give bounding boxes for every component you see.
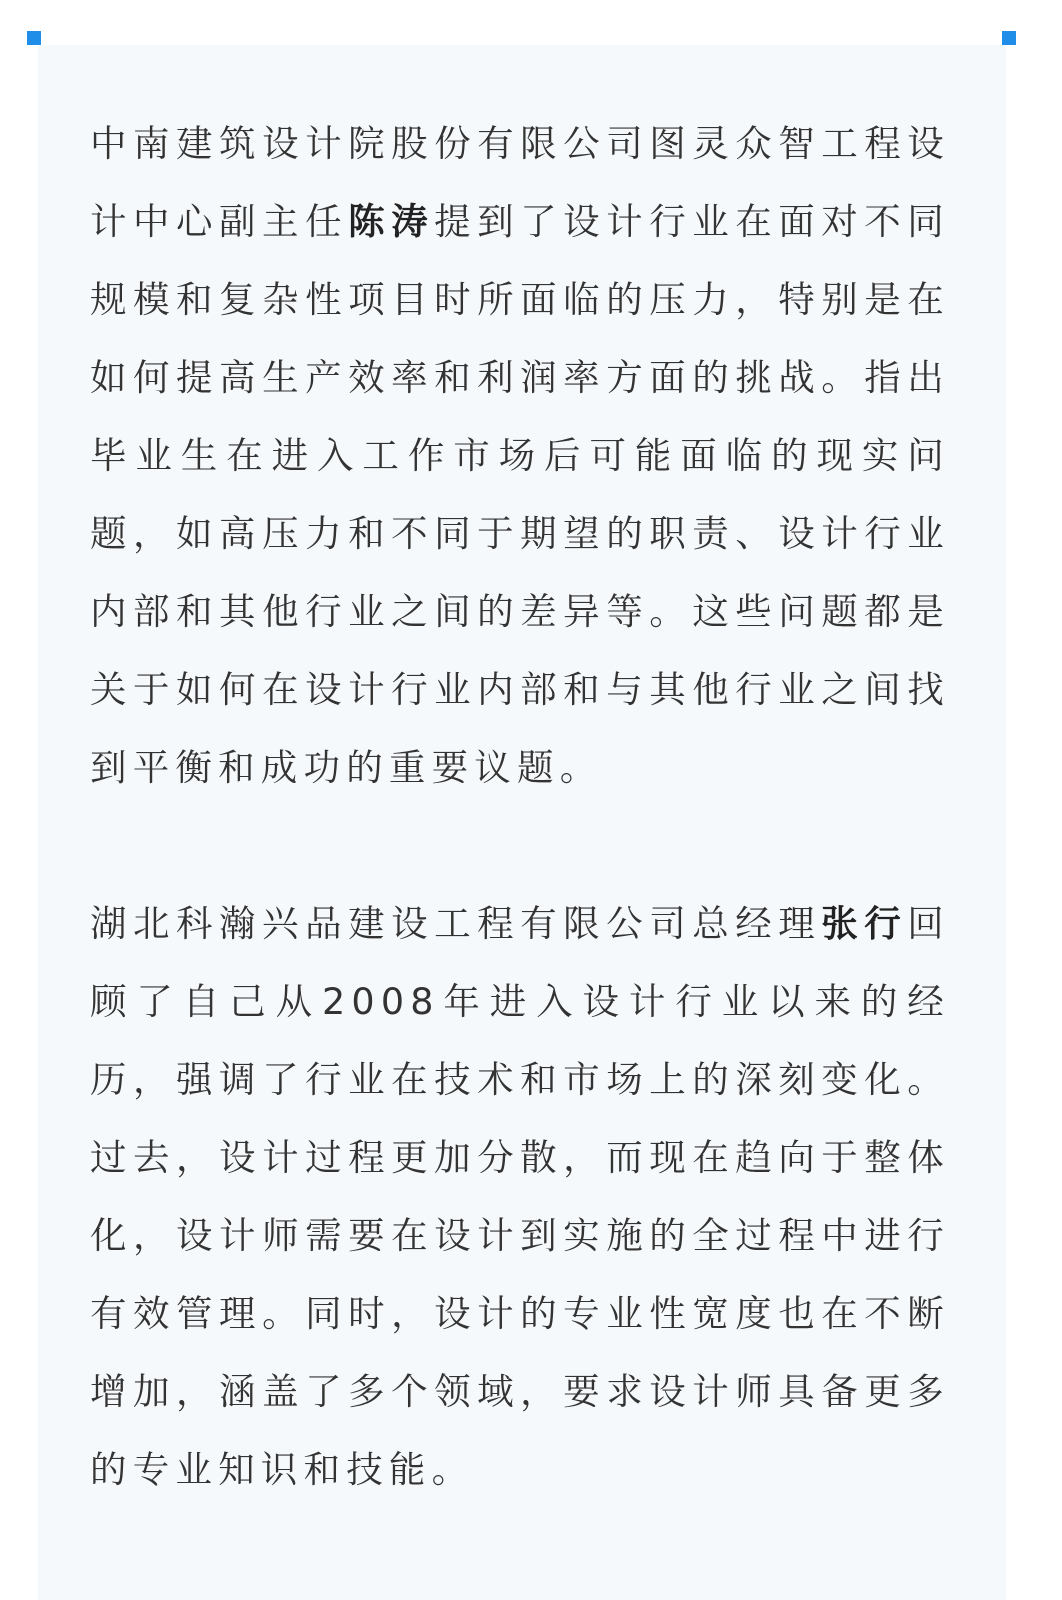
person-name-chen-tao: 陈涛	[348, 200, 435, 243]
person-name-zhang-xing: 张行	[821, 902, 908, 945]
corner-marker-left	[27, 31, 41, 45]
paragraph-text: 湖北科瀚兴品建设工程有限公司总经理	[90, 902, 822, 945]
paragraph-text: 提到了设计行业在面对不同规模和复杂性项目时所面临的压力，特别是在如何提高生产效率和利润率方面的挑战。指出毕业生在进入工作市场后可能面临的现实问题，如高压力和不同于期望的职责、设计行业内部和其他行业之间的差异等。这些问题都是关于如何在设计行业内部和与其他行业之间找到平衡和成功的重要议题。	[90, 200, 950, 789]
article-card	[38, 45, 1006, 1600]
corner-marker-right	[1002, 31, 1016, 45]
paragraph-text: 回顾了自己从2008年进入设计行业以来的经历，强调了行业在技术和市场上的深刻变化。过去，设计过程更加分散，而现在趋向于整体化，设计师需要在设计到实施的全过程中进行有效管理。同时，设计的专业性宽度也在不断增加，涵盖了多个领域，要求设计师具备更多的专业知识和技能。	[90, 902, 950, 1491]
paragraph-text: 中南建筑设计院股份有限公司图灵众智工程设计中心副主任	[90, 122, 950, 243]
paragraph-zhang-xing	[90, 885, 950, 1509]
paragraph-chen-tao	[90, 105, 950, 807]
